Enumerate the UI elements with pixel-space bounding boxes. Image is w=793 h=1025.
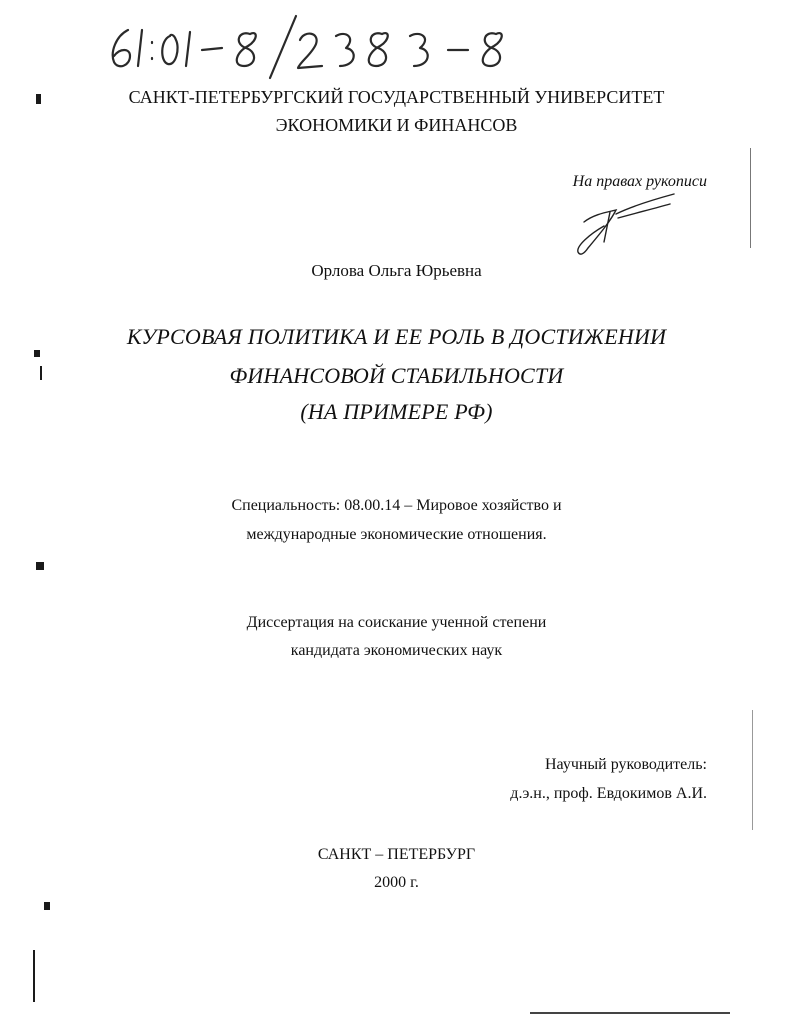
supervisor-label: Научный руководитель: [544,756,707,773]
manuscript-rights-note: На правах рукописи [572,173,707,190]
specialty-line2: международные экономические отношения. [246,526,547,543]
dissertation-line1: Диссертация на соискание ученной степени [246,614,547,631]
scan-artifact-left-4 [36,562,44,570]
scan-artifact-right-edge-2 [752,710,753,830]
scan-artifact-left-2 [34,350,40,357]
scan-artifact-left-1 [36,94,41,104]
city: САНКТ – ПЕТЕРБУРГ [317,846,476,863]
handwritten-archive-number [0,0,520,80]
title-line2: ФИНАНСОВОЙ СТАБИЛЬНОСТИ [229,363,564,388]
scan-artifact-right-edge [750,148,751,248]
signature [570,192,680,262]
scan-artifact-left-edge [33,950,35,1002]
title-line3: (НА ПРИМЕРЕ РФ) [300,399,493,424]
author-name: Орлова Ольга Юрьевна [311,261,482,280]
university-name-line1: САНКТ-ПЕТЕРБУРГСКИЙ ГОСУДАРСТВЕННЫЙ УНИВЕРСИТЕТ [128,87,665,107]
scan-artifact-left-5 [44,902,50,910]
dissertation-line2: кандидата экономических наук [290,642,503,659]
specialty-line1: Специальность: 08.00.14 – Мировое хозяйство и [231,497,562,514]
supervisor-name: д.э.н., проф. Евдокимов А.И. [510,785,707,802]
year: 2000 г. [374,874,419,891]
scan-artifact-bottom-line [530,1012,730,1014]
university-name-line2: ЭКОНОМИКИ И ФИНАНСОВ [275,115,518,135]
title-line1: КУРСОВАЯ ПОЛИТИКА И ЕЕ РОЛЬ В ДОСТИЖЕНИИ [126,324,667,349]
scan-artifact-left-3 [40,366,42,380]
